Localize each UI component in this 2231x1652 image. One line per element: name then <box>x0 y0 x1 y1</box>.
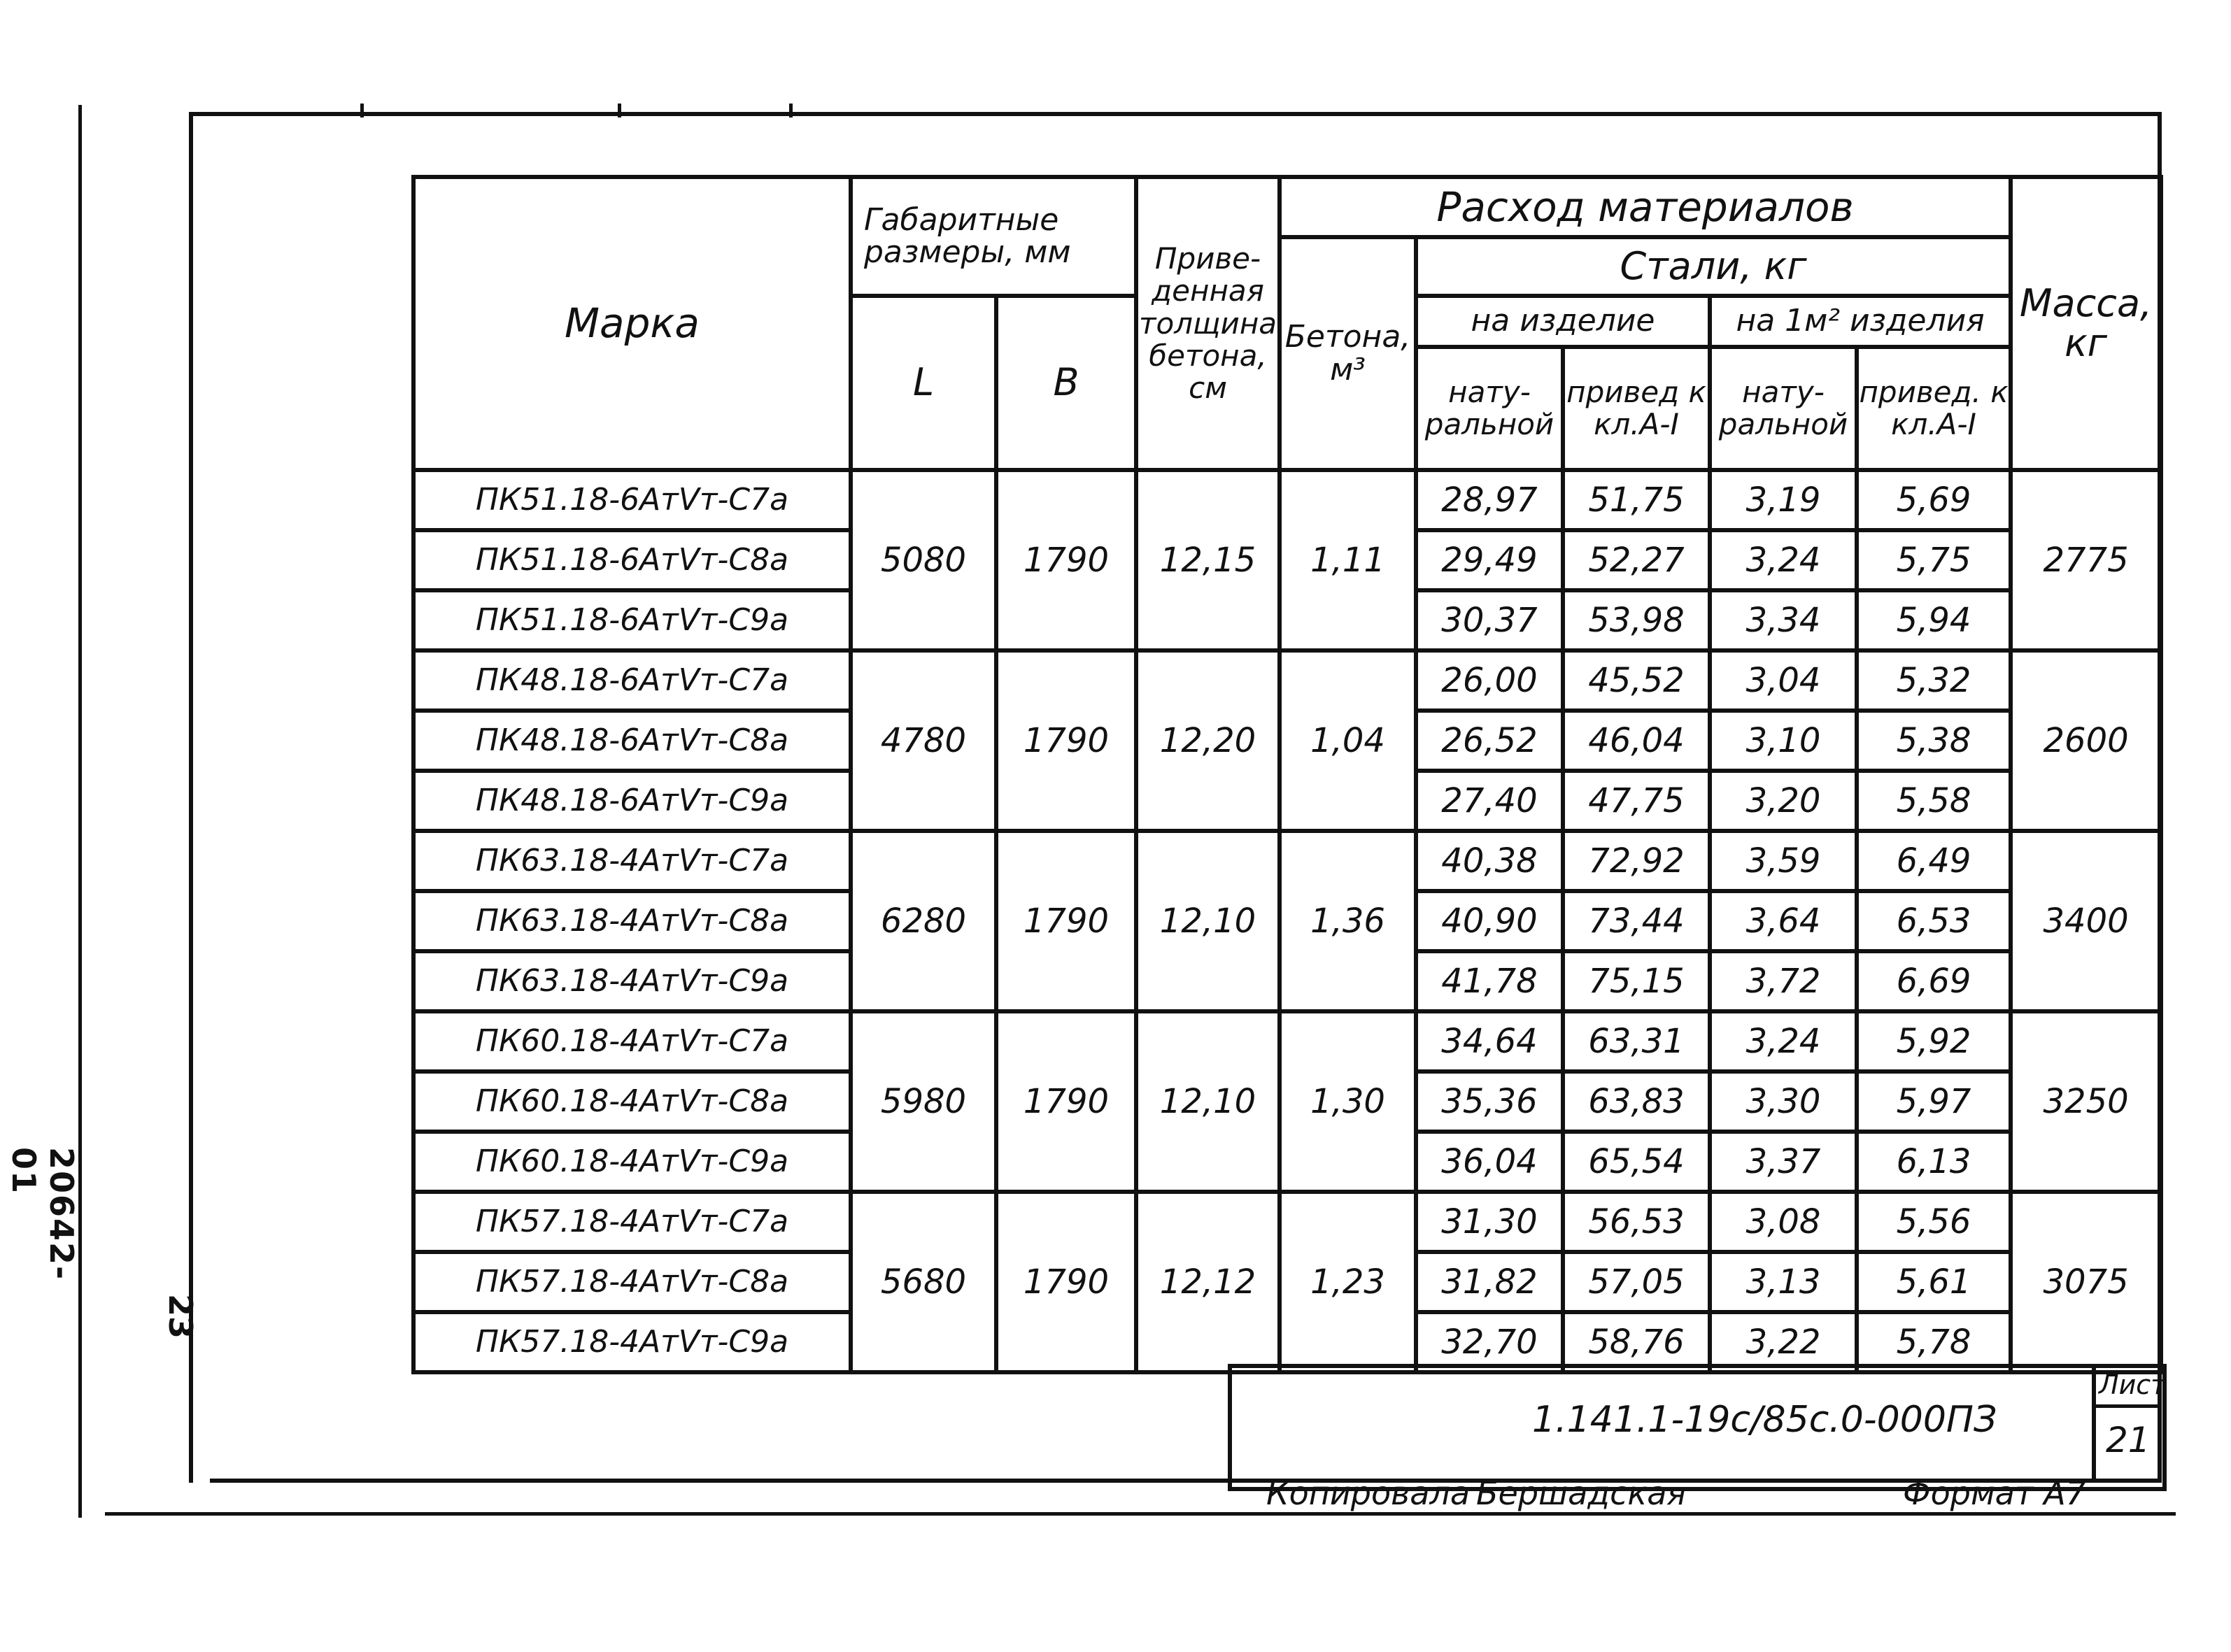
mark-cell: ПК51.18-6АтⅤт-С9а <box>413 590 851 650</box>
steel-reduced-cell: 53,98 <box>1563 590 1710 650</box>
title-block-divider <box>2092 1364 2096 1483</box>
steel-reduced-m2-cell: 5,92 <box>1857 1011 2011 1071</box>
steel-reduced-m2-cell: 5,56 <box>1857 1192 2011 1252</box>
mass-cell: 2775 <box>2011 470 2161 650</box>
header-gabarit: Габаритные размеры, мм <box>851 177 1136 296</box>
steel-reduced-cell: 63,83 <box>1563 1071 1710 1132</box>
top-tick-3 <box>789 104 793 118</box>
steel-natural-m2-cell: 3,59 <box>1710 831 1857 891</box>
mark-cell: ПК48.18-6АтⅤт-С7а <box>413 650 851 711</box>
mark-cell: ПК57.18-4АтⅤт-С9а <box>413 1312 851 1372</box>
steel-reduced-m2-cell: 5,61 <box>1857 1252 2011 1312</box>
footer-copier-name: Бершадская <box>1476 1474 1687 1512</box>
steel-reduced-m2-cell: 6,69 <box>1857 951 2011 1011</box>
concrete-cell: 1,36 <box>1280 831 1416 1011</box>
steel-natural-m2-cell: 3,10 <box>1710 711 1857 771</box>
steel-reduced-cell: 45,52 <box>1563 650 1710 711</box>
steel-natural-cell: 31,82 <box>1416 1252 1563 1312</box>
steel-reduced-m2-cell: 6,53 <box>1857 891 2011 951</box>
steel-reduced-cell: 63,31 <box>1563 1011 1710 1071</box>
steel-natural-cell: 29,49 <box>1416 530 1563 590</box>
length-cell: 5680 <box>851 1192 996 1372</box>
mark-cell: ПК60.18-4АтⅤт-С7а <box>413 1011 851 1071</box>
length-cell: 5980 <box>851 1011 996 1192</box>
footer-format: Формат А7 <box>1903 1474 2086 1512</box>
steel-natural-m2-cell: 3,64 <box>1710 891 1857 951</box>
steel-reduced-m2-cell: 5,97 <box>1857 1071 2011 1132</box>
steel-reduced-cell: 58,76 <box>1563 1312 1710 1372</box>
outer-frame-left <box>78 105 82 1518</box>
mark-cell: ПК63.18-4АтⅤт-С8а <box>413 891 851 951</box>
archive-number: 20642-01 <box>5 1147 80 1281</box>
header-stali: Стали, кг <box>1416 237 2011 296</box>
header-rashod: Расход материалов <box>1280 177 2011 237</box>
thickness-cell: 12,10 <box>1136 1011 1280 1192</box>
mark-cell: ПК63.18-4АтⅤт-С9а <box>413 951 851 1011</box>
steel-natural-m2-cell: 3,34 <box>1710 590 1857 650</box>
inner-frame-top <box>189 112 2162 116</box>
steel-reduced-m2-cell: 5,75 <box>1857 530 2011 590</box>
header-privedennaya: Приве-денная толщина бетона, см <box>1136 177 1280 470</box>
steel-natural-cell: 26,52 <box>1416 711 1563 771</box>
steel-reduced-m2-cell: 5,38 <box>1857 711 2011 771</box>
steel-reduced-cell: 47,75 <box>1563 771 1710 831</box>
header-marka: Марка <box>413 177 851 470</box>
thickness-cell: 12,15 <box>1136 470 1280 650</box>
length-cell: 5080 <box>851 470 996 650</box>
steel-natural-m2-cell: 3,30 <box>1710 1071 1857 1132</box>
length-cell: 4780 <box>851 650 996 831</box>
steel-natural-m2-cell: 3,24 <box>1710 530 1857 590</box>
table-row <box>413 1011 2161 1071</box>
mark-cell: ПК51.18-6АтⅤт-С8а <box>413 530 851 590</box>
steel-natural-cell: 26,00 <box>1416 650 1563 711</box>
steel-reduced-cell: 73,44 <box>1563 891 1710 951</box>
steel-reduced-cell: 57,05 <box>1563 1252 1710 1312</box>
mark-cell: ПК63.18-4АтⅤт-С7а <box>413 831 851 891</box>
header-massa: Масса, кг <box>2011 177 2161 470</box>
header-gab-b: В <box>996 296 1136 471</box>
steel-reduced-cell: 52,27 <box>1563 530 1710 590</box>
width-cell: 1790 <box>996 650 1136 831</box>
header-priveden-2: привед. к кл.А-I <box>1857 347 2011 470</box>
steel-natural-cell: 30,37 <box>1416 590 1563 650</box>
steel-natural-m2-cell: 3,04 <box>1710 650 1857 711</box>
steel-natural-cell: 35,36 <box>1416 1071 1563 1132</box>
thickness-cell: 12,10 <box>1136 831 1280 1011</box>
header-na-1m2: на 1м² изделия <box>1710 296 2011 347</box>
steel-natural-m2-cell: 3,19 <box>1710 470 1857 530</box>
steel-natural-cell: 32,70 <box>1416 1312 1563 1372</box>
mark-cell: ПК57.18-4АтⅤт-С7а <box>413 1192 851 1252</box>
header-naturalnoi-1: нату-ральной <box>1416 347 1563 470</box>
top-tick-2 <box>618 104 621 118</box>
header-betona: Бетона, м³ <box>1280 237 1416 470</box>
steel-reduced-cell: 56,53 <box>1563 1192 1710 1252</box>
steel-natural-cell: 41,78 <box>1416 951 1563 1011</box>
steel-reduced-m2-cell: 5,58 <box>1857 771 2011 831</box>
steel-natural-cell: 40,38 <box>1416 831 1563 891</box>
steel-natural-cell: 34,64 <box>1416 1011 1563 1071</box>
table-row <box>413 831 2161 891</box>
list-label: Лист <box>2099 1369 2167 1400</box>
header-naturalnoi-2: нату-ральной <box>1710 347 1857 470</box>
steel-natural-cell: 36,04 <box>1416 1132 1563 1192</box>
mass-cell: 3250 <box>2011 1011 2161 1192</box>
steel-reduced-m2-cell: 5,32 <box>1857 650 2011 711</box>
mass-cell: 3075 <box>2011 1192 2161 1372</box>
steel-reduced-m2-cell: 5,94 <box>1857 590 2011 650</box>
steel-reduced-m2-cell: 6,13 <box>1857 1132 2011 1192</box>
concrete-cell: 1,04 <box>1280 650 1416 831</box>
steel-reduced-cell: 72,92 <box>1563 831 1710 891</box>
mass-cell: 3400 <box>2011 831 2161 1011</box>
width-cell: 1790 <box>996 1192 1136 1372</box>
steel-natural-m2-cell: 3,22 <box>1710 1312 1857 1372</box>
steel-reduced-cell: 65,54 <box>1563 1132 1710 1192</box>
header-priveden-1: привед к кл.А-I <box>1563 347 1710 470</box>
steel-reduced-m2-cell: 5,69 <box>1857 470 2011 530</box>
steel-reduced-m2-cell: 6,49 <box>1857 831 2011 891</box>
steel-reduced-cell: 51,75 <box>1563 470 1710 530</box>
top-tick-1 <box>360 104 364 118</box>
steel-natural-cell: 40,90 <box>1416 891 1563 951</box>
concrete-cell: 1,30 <box>1280 1011 1416 1192</box>
table-row <box>413 650 2161 711</box>
materials-table <box>411 175 2163 1374</box>
header-gab-l: L <box>851 296 996 471</box>
mark-cell: ПК48.18-6АтⅤт-С9а <box>413 771 851 831</box>
thickness-cell: 12,20 <box>1136 650 1280 831</box>
concrete-cell: 1,23 <box>1280 1192 1416 1372</box>
steel-natural-m2-cell: 3,24 <box>1710 1011 1857 1071</box>
steel-reduced-cell: 46,04 <box>1563 711 1710 771</box>
thickness-cell: 12,12 <box>1136 1192 1280 1372</box>
steel-natural-cell: 28,97 <box>1416 470 1563 530</box>
steel-natural-m2-cell: 3,72 <box>1710 951 1857 1011</box>
steel-reduced-cell: 75,15 <box>1563 951 1710 1011</box>
list-label-divider <box>2092 1404 2158 1408</box>
steel-natural-m2-cell: 3,13 <box>1710 1252 1857 1312</box>
steel-natural-m2-cell: 3,37 <box>1710 1132 1857 1192</box>
list-number: 21 <box>2106 1420 2151 1460</box>
mark-cell: ПК60.18-4АтⅤт-С9а <box>413 1132 851 1192</box>
width-cell: 1790 <box>996 470 1136 650</box>
mark-cell: ПК60.18-4АтⅤт-С8а <box>413 1071 851 1132</box>
mass-cell: 2600 <box>2011 650 2161 831</box>
mark-cell: ПК48.18-6АтⅤт-С8а <box>413 711 851 771</box>
inner-frame-left <box>189 112 193 1483</box>
table-row <box>413 1192 2161 1252</box>
width-cell: 1790 <box>996 1011 1136 1192</box>
concrete-cell: 1,11 <box>1280 470 1416 650</box>
length-cell: 6280 <box>851 831 996 1011</box>
width-cell: 1790 <box>996 831 1136 1011</box>
table-row <box>413 470 2161 530</box>
margin-page-number: 23 <box>162 1294 199 1339</box>
header-na-izdelie: на изделие <box>1416 296 1710 347</box>
mark-cell: ПК57.18-4АтⅤт-С8а <box>413 1252 851 1312</box>
outer-frame-bottom <box>105 1512 2176 1516</box>
steel-natural-m2-cell: 3,08 <box>1710 1192 1857 1252</box>
document-code: 1.141.1-19с/85с.0-000ПЗ <box>1532 1399 1997 1441</box>
footer-copied-label: Копировала <box>1266 1474 1471 1512</box>
steel-natural-cell: 27,40 <box>1416 771 1563 831</box>
mark-cell: ПК51.18-6АтⅤт-С7а <box>413 470 851 530</box>
steel-natural-m2-cell: 3,20 <box>1710 771 1857 831</box>
steel-reduced-m2-cell: 5,78 <box>1857 1312 2011 1372</box>
steel-natural-cell: 31,30 <box>1416 1192 1563 1252</box>
